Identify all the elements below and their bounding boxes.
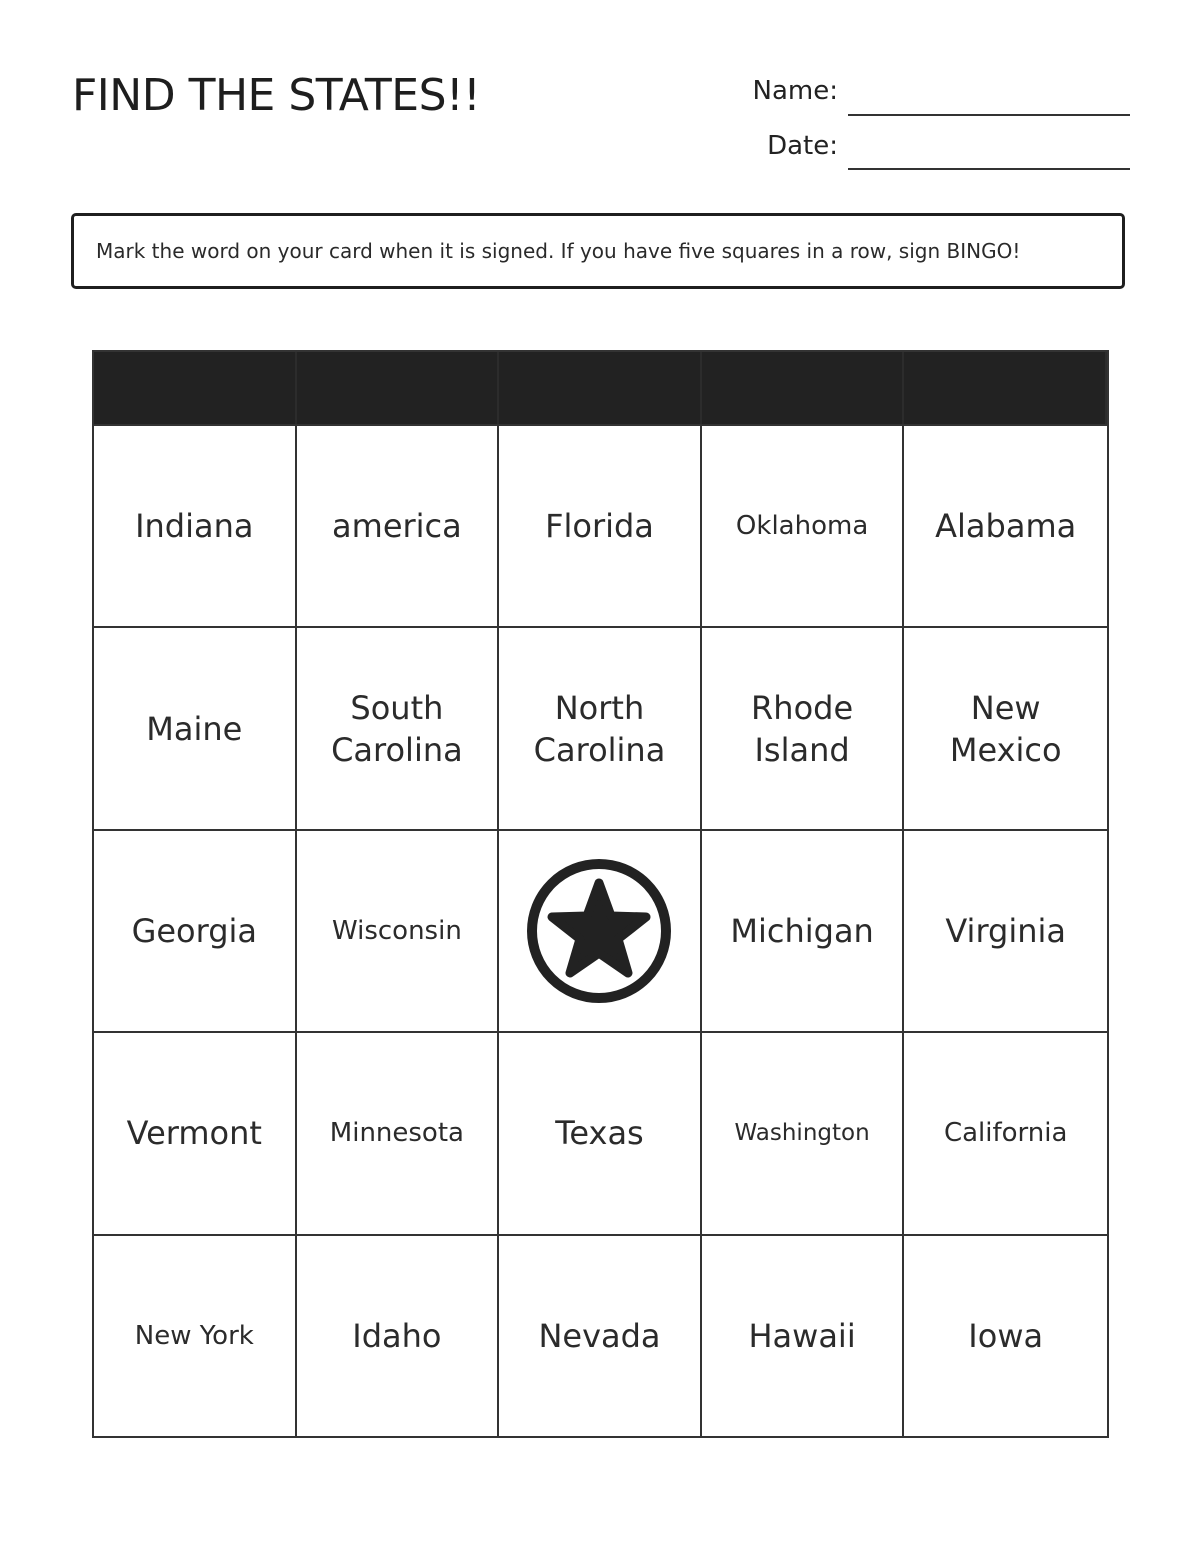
bingo-square[interactable] bbox=[297, 1234, 500, 1436]
bingo-square[interactable] bbox=[702, 1234, 905, 1436]
square-label: Minnesota bbox=[329, 1118, 464, 1149]
square-label: Indiana bbox=[135, 507, 254, 546]
bingo-square[interactable] bbox=[499, 626, 702, 828]
instructions-box bbox=[71, 213, 1125, 289]
star-in-circle-icon bbox=[524, 856, 674, 1006]
bingo-square[interactable] bbox=[297, 626, 500, 828]
free-space[interactable] bbox=[499, 829, 702, 1031]
bingo-square[interactable] bbox=[702, 424, 905, 626]
square-label: Texas bbox=[555, 1114, 644, 1153]
header-cell bbox=[499, 352, 702, 424]
bingo-square[interactable] bbox=[904, 424, 1107, 626]
square-label: Oklahoma bbox=[735, 511, 869, 542]
square-label: Rhode Island bbox=[751, 688, 854, 769]
header-cell bbox=[94, 352, 297, 424]
square-label: Idaho bbox=[352, 1316, 442, 1355]
square-label: america bbox=[332, 507, 462, 546]
bingo-square[interactable] bbox=[94, 829, 297, 1031]
bingo-square[interactable] bbox=[702, 1031, 905, 1233]
bingo-square[interactable] bbox=[904, 626, 1107, 828]
date-field[interactable] bbox=[848, 168, 1130, 170]
square-label: Florida bbox=[545, 507, 654, 546]
worksheet-title: FIND THE STATES!! bbox=[72, 70, 481, 121]
square-label: Iowa bbox=[968, 1316, 1044, 1355]
bingo-card bbox=[92, 350, 1109, 1438]
bingo-square[interactable] bbox=[499, 1234, 702, 1436]
square-label: Vermont bbox=[126, 1114, 262, 1153]
bingo-square[interactable] bbox=[94, 424, 297, 626]
date-label: Date: bbox=[767, 131, 838, 161]
square-label: South Carolina bbox=[331, 688, 463, 769]
bingo-square[interactable] bbox=[499, 1031, 702, 1233]
bingo-square[interactable] bbox=[297, 1031, 500, 1233]
square-label: California bbox=[943, 1118, 1068, 1149]
bingo-square[interactable] bbox=[702, 626, 905, 828]
bingo-square[interactable] bbox=[904, 829, 1107, 1031]
square-label: Alabama bbox=[935, 507, 1077, 546]
bingo-square[interactable] bbox=[702, 829, 905, 1031]
bingo-square[interactable] bbox=[904, 1031, 1107, 1233]
square-label: North Carolina bbox=[533, 688, 666, 769]
bingo-square[interactable] bbox=[94, 626, 297, 828]
bingo-square[interactable] bbox=[297, 829, 500, 1031]
bingo-square[interactable] bbox=[499, 424, 702, 626]
bingo-square[interactable] bbox=[904, 1234, 1107, 1436]
bingo-square[interactable] bbox=[94, 1031, 297, 1233]
bingo-square[interactable] bbox=[297, 424, 500, 626]
square-label: Georgia bbox=[131, 911, 258, 950]
square-label: New York bbox=[134, 1320, 254, 1351]
header-cell bbox=[904, 352, 1107, 424]
instructions-text: Mark the word on your card when it is signed. If you have five squares in a row, sign BINGO! bbox=[96, 239, 1021, 263]
square-label: Wisconsin bbox=[331, 915, 462, 946]
square-label: Maine bbox=[146, 709, 243, 748]
square-label: Michigan bbox=[730, 911, 874, 950]
header-cell bbox=[297, 352, 500, 424]
square-label: Nevada bbox=[538, 1316, 661, 1355]
bingo-square[interactable] bbox=[94, 1234, 297, 1436]
name-field[interactable] bbox=[848, 114, 1130, 116]
square-label: Washington bbox=[734, 1120, 870, 1147]
name-label: Name: bbox=[752, 76, 838, 106]
square-label: Hawaii bbox=[748, 1316, 856, 1355]
header-cell bbox=[702, 352, 905, 424]
square-label: Virginia bbox=[945, 911, 1067, 950]
square-label: New Mexico bbox=[949, 688, 1062, 769]
